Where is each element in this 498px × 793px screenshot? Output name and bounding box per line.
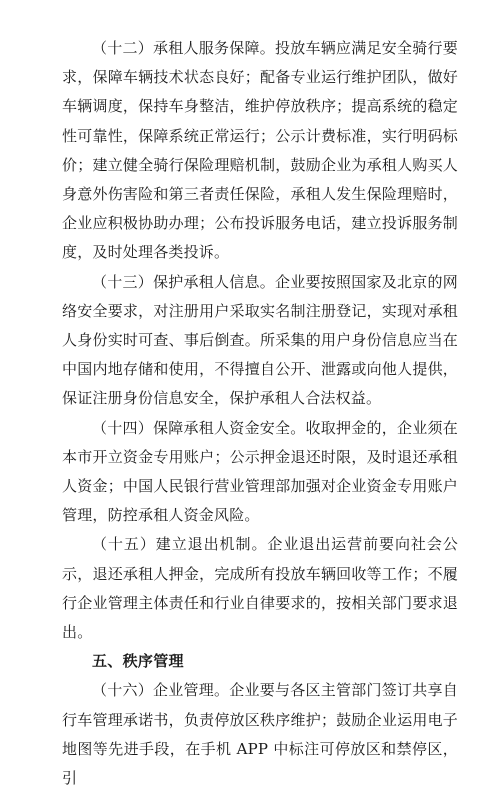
document-page	[62, 34, 458, 793]
paragraph-16-enterprise-management: （十六）企业管理。企业要与各区主管部门签订共享自行车管理承诺书，负责停放区秩序维护；鼓励企业运用电子地图等先进手段，在手机 APP 中标注可停放区和禁停区，引	[62, 681, 458, 788]
paragraph-14-fund-safety: （十四）保障承租人资金安全。收取押金的，企业须在本市开立资金专用账户；公示押金退还时限，及时退还承租人资金；中国人民银行营业管理部加强对企业资金专用账户管理，防控承租人资金风险。	[62, 418, 458, 525]
section-heading-order-management: 五、秩序管理	[92, 652, 184, 671]
paragraph-13-rider-information: （十三）保护承租人信息。企业要按照国家及北京的网络安全要求，对注册用户采取实名制注册登记，实现对承租人身份实时可查、事后倒查。所采集的用户身份信息应当在中国内地存储和使用，不得擅自公开、泄露或向他人提供，保证注册身份信息安全，保护承租人合法权益。	[62, 272, 458, 408]
paragraph-12-rider-service: （十二）承租人服务保障。投放车辆应满足安全骑行要求，保障车辆技术状态良好；配备专业运行维护团队，做好车辆调度，保持车身整洁，维护停放秩序；提高系统的稳定性可靠性，保障系统正常运行；公示计费标准，实行明码标价；建立健全骑行保险理赔机制，鼓励企业为承租人购买人身意外伤害险和第三者责任保险，承租人发生保险理赔时，企业应积极协助办理；公布投诉服务电话，建立投诉服务制度，及时处理各类投诉。	[62, 39, 458, 262]
paragraph-15-exit-mechanism: （十五）建立退出机制。企业退出运营前要向社会公示，退还承租人押金，完成所有投放车辆回收等工作；不履行企业管理主体责任和行业自律要求的，按相关部门要求退出。	[62, 535, 458, 642]
